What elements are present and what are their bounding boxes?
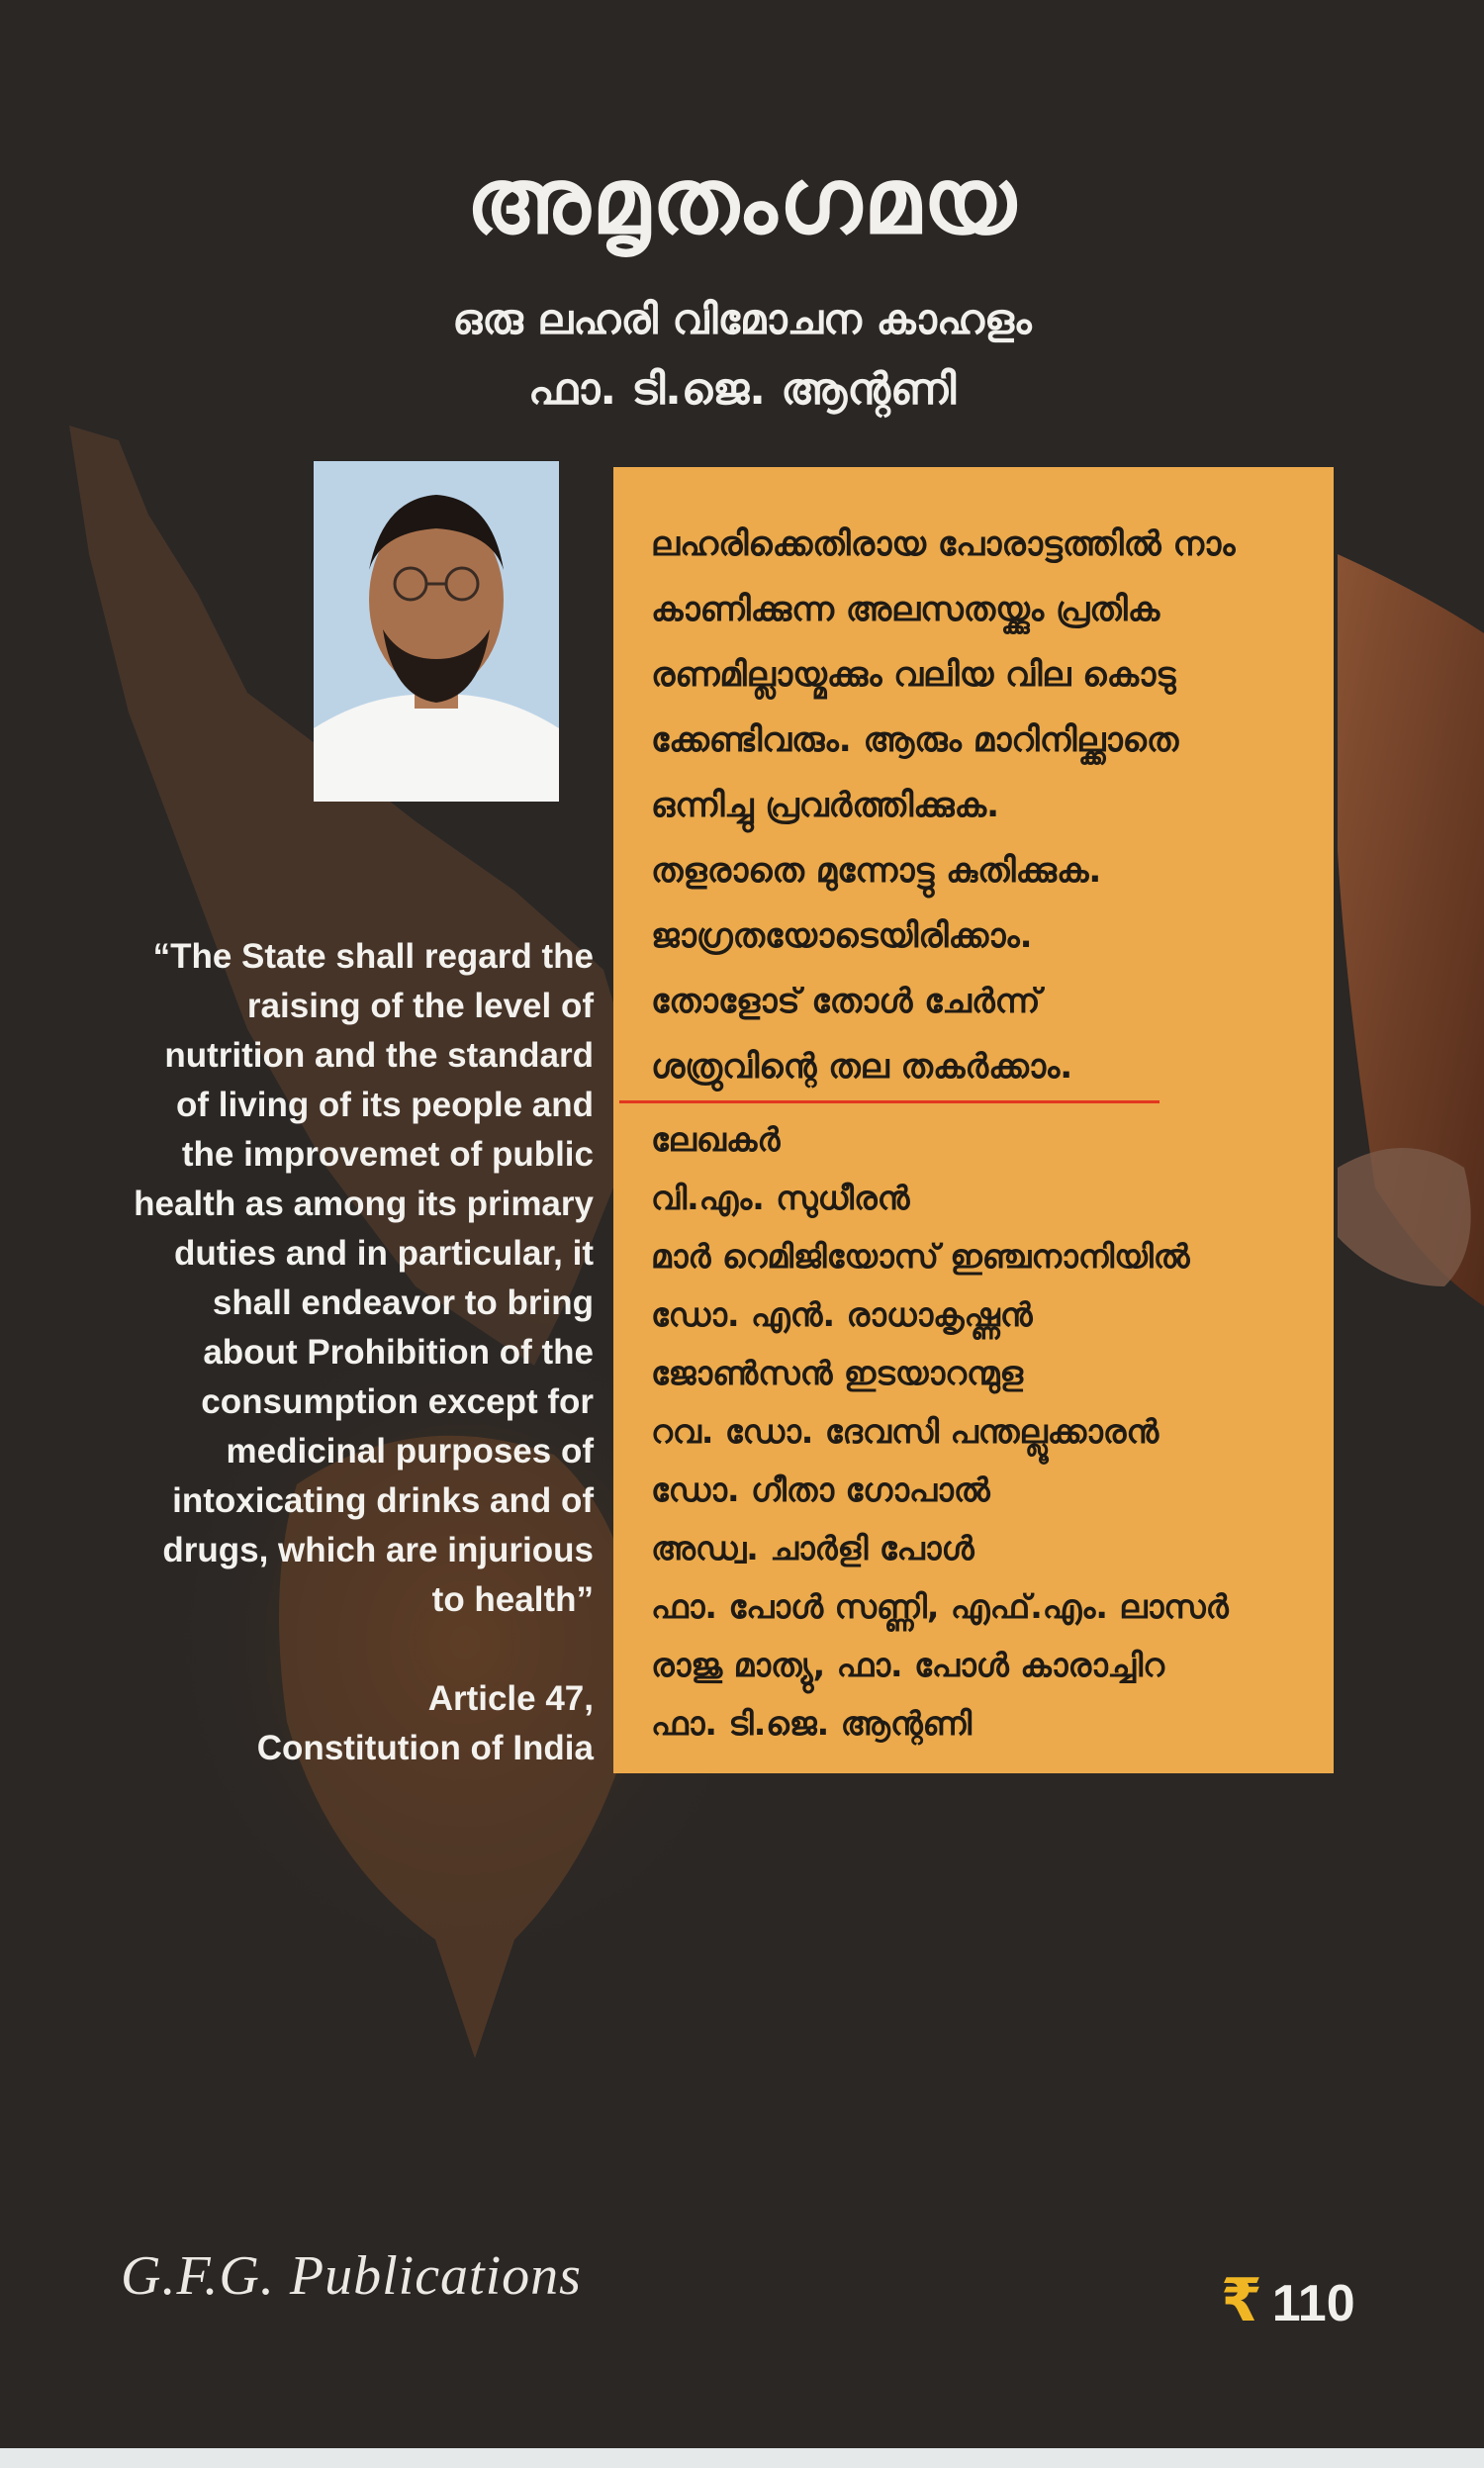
rupee-icon: ₹ bbox=[1221, 2266, 1262, 2335]
contributors-list bbox=[651, 1110, 1324, 1753]
message-line: ഒന്നിച്ചു പ്രവർത്തിക്കുക. bbox=[651, 786, 1000, 825]
quote-line: of living of its people and bbox=[176, 1086, 594, 1124]
message-line: ശത്രുവിന്റെ തല തകർക്കാം. bbox=[651, 1047, 1073, 1087]
contributor-name: ഫാ. പോൾ സണ്ണി, എഫ്.എം. ലാസർ bbox=[651, 1587, 1229, 1626]
price-amount: 110 bbox=[1271, 2275, 1355, 2332]
constitution-quote bbox=[30, 932, 594, 1625]
citation-source: Constitution of India bbox=[256, 1729, 594, 1767]
quote-line: health as among its primary bbox=[134, 1185, 594, 1223]
publisher-name: G.F.G. Publications bbox=[121, 2245, 582, 2307]
quote-line: the improvemet of public bbox=[181, 1135, 594, 1174]
author-photo bbox=[314, 461, 559, 802]
quote-line: shall endeavor to bring bbox=[212, 1283, 594, 1322]
book-subtitle: ഒരു ലഹരി വിമോചന കാഹളം bbox=[452, 295, 1032, 343]
message-line: തളരാതെ മുന്നോട്ടു കുതിക്കുക. bbox=[651, 851, 1102, 891]
contributor-name: ജോൺസൻ ഇടയാറന്മുള bbox=[651, 1354, 1024, 1392]
price-tag bbox=[1221, 2266, 1355, 2335]
message-line: ജാഗ്രതയോടെയിരിക്കാം. bbox=[651, 916, 1033, 956]
citation-article: Article 47, bbox=[427, 1679, 594, 1718]
quote-line: nutrition and the standard bbox=[164, 1036, 594, 1075]
message-line: ലഹരിക്കെതിരായ പോരാട്ടത്തിൽ നാം bbox=[651, 524, 1236, 564]
quote-line: to health” bbox=[431, 1580, 594, 1619]
quote-line: about Prohibition of the bbox=[203, 1333, 594, 1372]
message-line: തോളോട് തോൾ ചേർന്ന് bbox=[651, 982, 1041, 1021]
contributors-heading: ലേഖകർ bbox=[651, 1120, 781, 1159]
quote-line: consumption except for bbox=[201, 1382, 594, 1421]
divider-rule bbox=[619, 1100, 1159, 1103]
contributor-name: ഡോ. ഗീതാ ഗോപാൽ bbox=[651, 1471, 990, 1509]
contributor-name: ഡോ. എൻ. രാധാകൃഷ്ണൻ bbox=[651, 1295, 1033, 1334]
message-panel bbox=[613, 467, 1334, 1773]
contributor-name: റവ. ഡോ. ദേവസി പന്തല്ലൂക്കാരൻ bbox=[651, 1412, 1159, 1451]
book-title: അമൃതംഗമയ bbox=[466, 148, 1018, 254]
quote-line: duties and in particular, it bbox=[174, 1234, 594, 1273]
quote-line: intoxicating drinks and of bbox=[172, 1481, 594, 1520]
contributor-name: ഫാ. ടി.ജെ. ആന്റണി bbox=[651, 1704, 973, 1743]
quote-citation bbox=[30, 1674, 594, 1773]
bottom-edge bbox=[0, 2448, 1484, 2468]
quote-line: “The State shall regard the bbox=[152, 937, 594, 976]
contributor-name: അഡ്വ. ചാർളി പോൾ bbox=[651, 1529, 974, 1567]
book-author: ഫാ. ടി.ജെ. ആന്റണി bbox=[527, 364, 957, 415]
quote-line: medicinal purposes of bbox=[226, 1432, 594, 1471]
quote-line: raising of the level of bbox=[246, 987, 594, 1025]
message-text bbox=[651, 512, 1324, 1099]
contributor-name: വി.എം. സുധീരൻ bbox=[651, 1179, 910, 1217]
quote-line: drugs, which are injurious bbox=[162, 1531, 594, 1569]
message-line: കാണിക്കുന്ന അലസതയ്ക്കും പ്രതിക bbox=[651, 590, 1160, 629]
message-line: രണമില്ലായ്മക്കും വലിയ വില കൊടു bbox=[651, 655, 1176, 695]
message-line: ക്കേണ്ടിവരും. ആരും മാറിനില്ക്കാതെ bbox=[651, 720, 1179, 760]
contributor-name: മാർ റെമിജിയോസ് ഇഞ്ചനാനിയിൽ bbox=[651, 1237, 1190, 1276]
contributor-name: രാജു മാത്യു, ഫാ. പോൾ കാരാച്ചിറ bbox=[651, 1646, 1165, 1684]
